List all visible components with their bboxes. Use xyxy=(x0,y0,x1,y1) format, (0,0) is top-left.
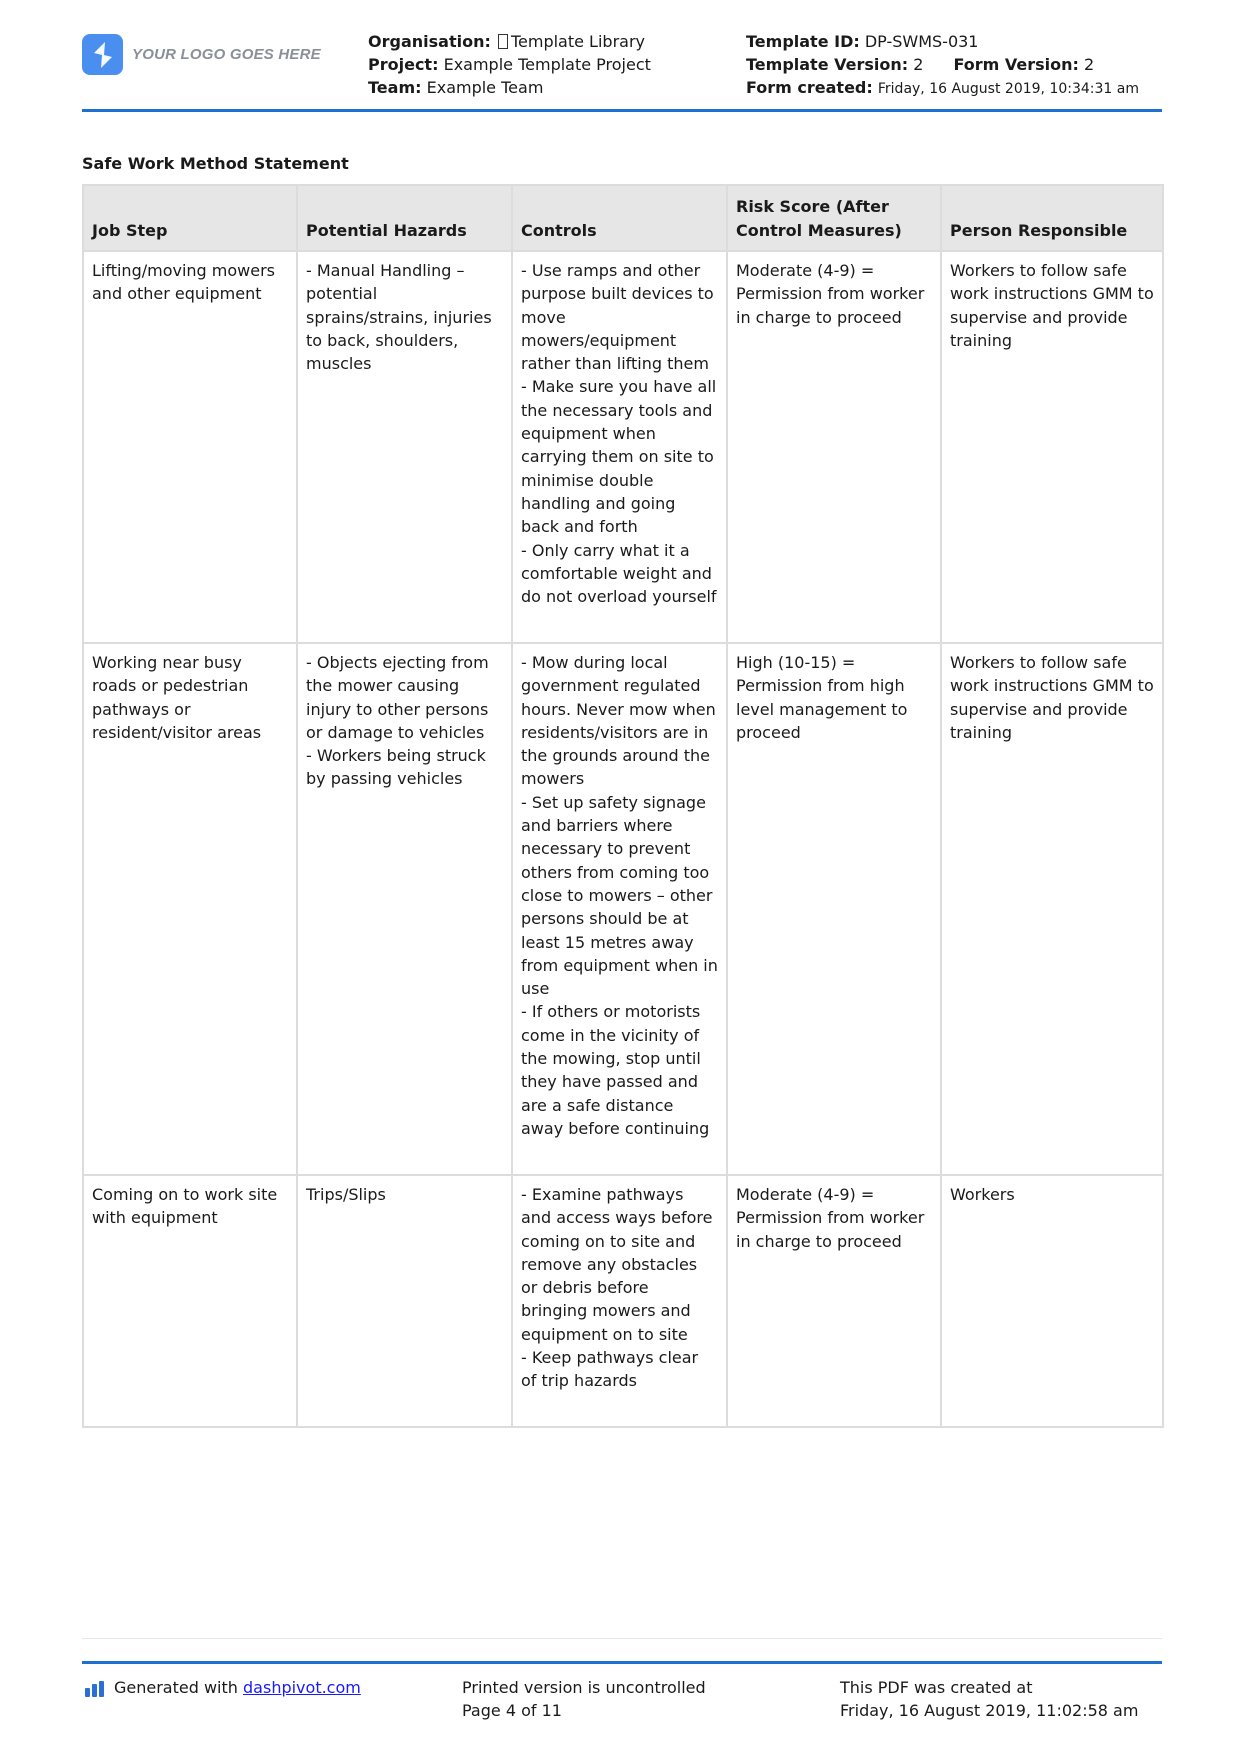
form-version-value: 2 xyxy=(1083,55,1095,74)
footer-divider-thin xyxy=(82,1638,1162,1639)
organisation-line xyxy=(368,30,651,53)
logo-text: YOUR LOGO GOES HERE xyxy=(132,46,321,63)
cell-risk-score: High (10-15) = Permission from high level management to proceed xyxy=(727,643,941,1175)
cell-risk-score: Moderate (4-9) = Permission from worker in charge to proceed xyxy=(727,251,941,643)
version-line xyxy=(746,53,1139,76)
footer-divider xyxy=(82,1661,1162,1664)
header-meta-left xyxy=(368,30,651,99)
column-header-risk-score: Risk Score (After Control Measures) xyxy=(727,185,941,251)
uncontrolled-note: Printed version is uncontrolled xyxy=(462,1678,706,1697)
page-header xyxy=(82,30,1162,112)
column-header-potential-hazards: Potential Hazards xyxy=(297,185,512,251)
table-row xyxy=(83,251,1163,643)
pdf-created-label: This PDF was created at xyxy=(840,1678,1033,1697)
cell-controls: - Mow during local government regulated hours. Never mow when residents/visitors are in the grounds around the mowers - Set up safety signage and barriers where necessary to prevent others from coming too close to mowers – other persons should be at least 15 metres away from equipment when in use - If others or motorists come in the vicinity of the mowing, stop until they have passed and are a safe distance away before continuing xyxy=(512,643,727,1175)
footer-middle xyxy=(462,1676,706,1722)
template-version-label: Template Version: xyxy=(746,55,909,74)
organisation-label: Organisation: xyxy=(368,32,491,51)
cell-job-step: Coming on to work site with equipment xyxy=(83,1175,297,1427)
form-version-label: Form Version: xyxy=(953,55,1079,74)
form-created-value: Friday, 16 August 2019, 10:34:31 am xyxy=(877,81,1139,97)
cell-job-step: Working near busy roads or pedestrian pathways or resident/visitor areas xyxy=(83,643,297,1175)
team-value: Example Team xyxy=(426,78,544,97)
team-label: Team: xyxy=(368,78,422,97)
cell-hazards: - Manual Handling – potential sprains/strains, injuries to back, shoulders, muscles xyxy=(297,251,512,643)
pdf-created-value: Friday, 16 August 2019, 11:02:58 am xyxy=(840,1701,1139,1720)
organisation-value: Template Library xyxy=(510,32,645,51)
cell-responsible: Workers to follow safe work instructions GMM to supervise and provide training xyxy=(941,251,1163,643)
template-id-value: DP-SWMS-031 xyxy=(864,32,979,51)
table-header-row xyxy=(83,185,1163,251)
section-title: Safe Work Method Statement xyxy=(82,154,349,173)
template-id-label: Template ID: xyxy=(746,32,860,51)
company-logo xyxy=(82,34,321,75)
swms-table xyxy=(82,184,1164,1428)
cell-hazards: - Objects ejecting from the mower causing injury to other persons or damage to vehicles - Workers being struck by passing vehicles xyxy=(297,643,512,1175)
cell-controls: - Examine pathways and access ways before coming on to site and remove any obstacles or debris before bringing mowers and equipment on to site - Keep pathways clear of trip hazards xyxy=(512,1175,727,1427)
cell-risk-score: Moderate (4-9) = Permission from worker in charge to proceed xyxy=(727,1175,941,1427)
project-value: Example Template Project xyxy=(443,55,651,74)
cell-hazards: Trips/Slips xyxy=(297,1175,512,1427)
project-label: Project: xyxy=(368,55,439,74)
cell-controls: - Use ramps and other purpose built devices to move mowers/equipment rather than lifting them - Make sure you have all the necessary tools and equipment when carrying them on site to minimise double handling and going back and forth - Only carry what it a comfortable weight and do not overload yourself xyxy=(512,251,727,643)
dashpivot-link[interactable]: dashpivot.com xyxy=(243,1678,361,1697)
cell-job-step: Lifting/moving mowers and other equipment xyxy=(83,251,297,643)
header-meta-right xyxy=(746,30,1139,101)
cell-responsible: Workers to follow safe work instructions GMM to supervise and provide training xyxy=(941,643,1163,1175)
page-number: Page 4 of 11 xyxy=(462,1701,562,1720)
template-version-value: 2 xyxy=(913,55,924,74)
form-created-line xyxy=(746,76,1139,101)
team-line xyxy=(368,76,651,99)
column-header-controls: Controls xyxy=(512,185,727,251)
logo-icon xyxy=(82,34,123,75)
footer-right xyxy=(840,1676,1138,1722)
column-header-job-step: Job Step xyxy=(83,185,297,251)
template-id-line xyxy=(746,30,1139,53)
table-row xyxy=(83,1175,1163,1427)
form-created-label: Form created: xyxy=(746,78,873,97)
table-row xyxy=(83,643,1163,1175)
cell-responsible: Workers xyxy=(941,1175,1163,1427)
project-line xyxy=(368,53,651,76)
dashpivot-bars-icon xyxy=(85,1681,106,1697)
column-header-person-responsible: Person Responsible xyxy=(941,185,1163,251)
generated-prefix: Generated with xyxy=(114,1678,238,1697)
footer-generated xyxy=(85,1676,361,1699)
organisation-glyph-icon xyxy=(498,34,508,49)
